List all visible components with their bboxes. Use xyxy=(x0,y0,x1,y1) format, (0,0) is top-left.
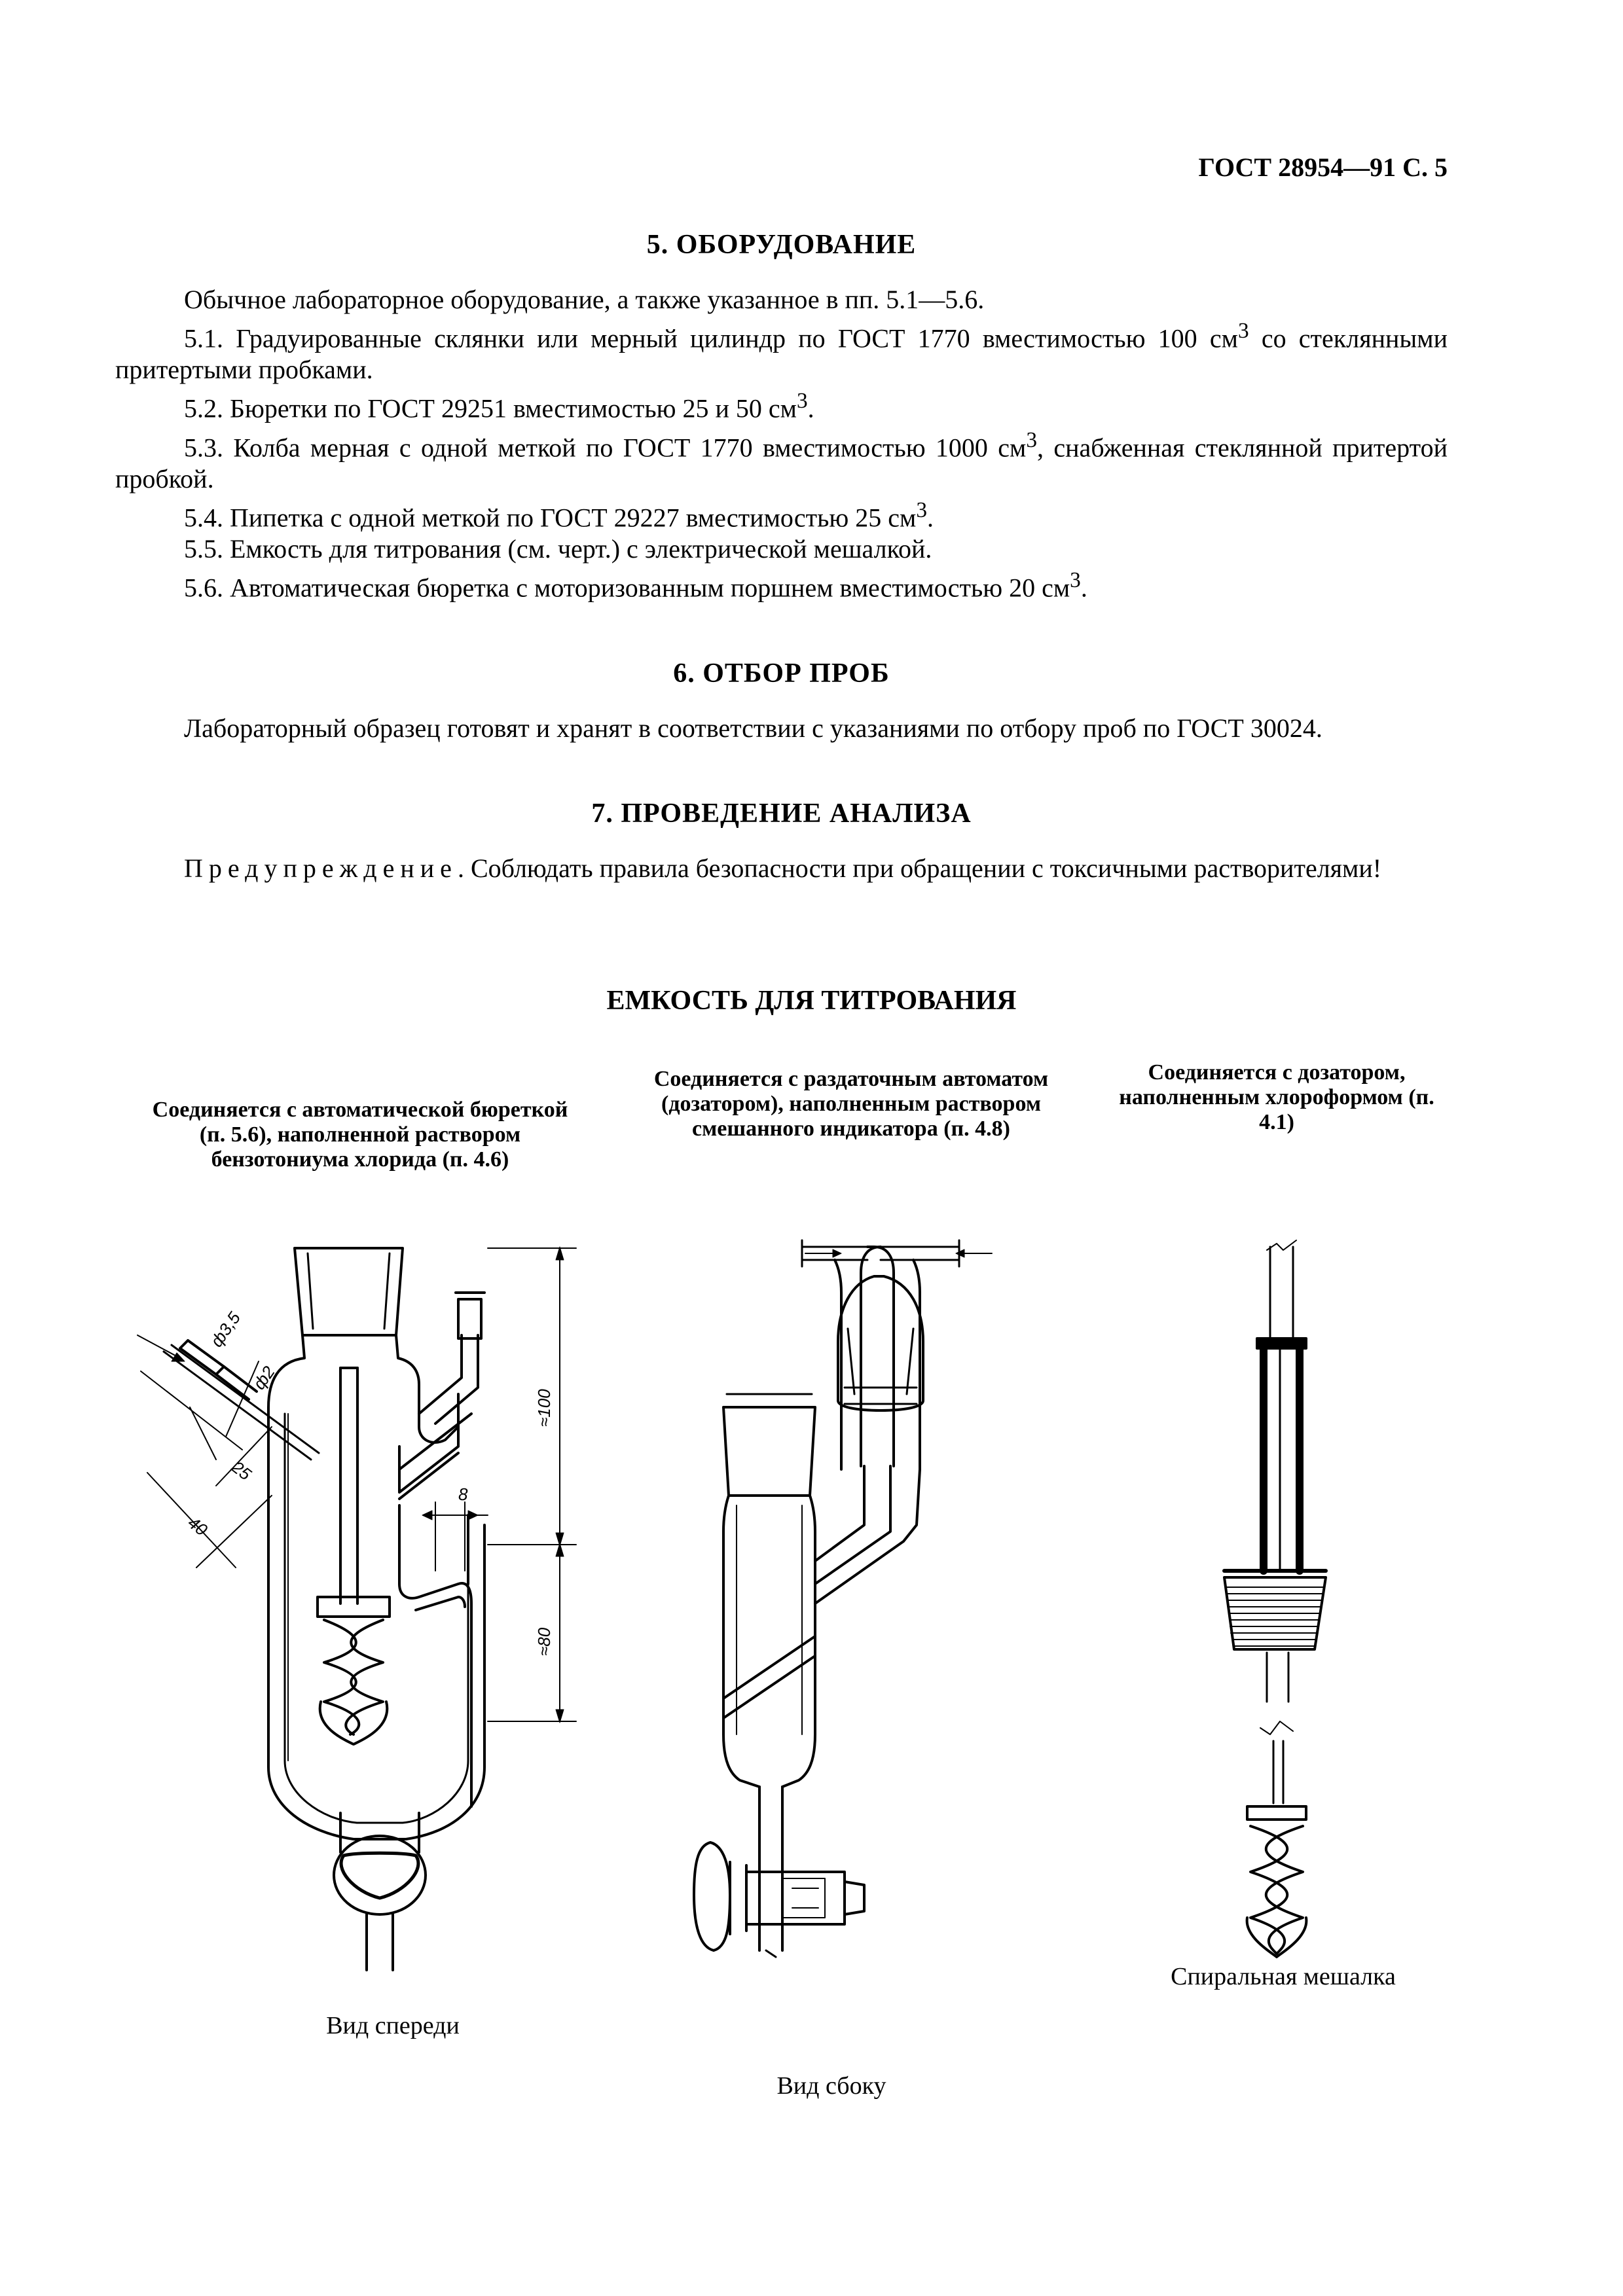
section-6-text: Лабораторный образец готовят и хранят в соответствии с указаниями по отбору проб по ГОСТ 30024. xyxy=(184,713,1322,743)
dim-d-3-5: ф3,5 xyxy=(206,1308,245,1351)
front-view-label: Вид спереди xyxy=(326,2012,460,2039)
dim-25: 25 xyxy=(228,1457,255,1484)
side-view-label: Вид сбоку xyxy=(776,2072,886,2100)
dim-h-80: ≈80 xyxy=(534,1627,554,1656)
dim-d-2: ф2 xyxy=(249,1362,279,1393)
stirrer-label: Спиральная мешалка xyxy=(1171,1963,1396,1990)
item-5-4: 5.4. Пипетка с одной меткой по ГОСТ 29227 вместимостью 25 $см^3$. xyxy=(184,497,934,533)
front-view xyxy=(137,1247,576,1970)
item-5-6: 5.6. Автоматическая бюретка с моторизованным поршнем вместимостью 20 $см^3$. xyxy=(184,568,1087,603)
item-5-1: 5.1. Градуированные склянки или мерный цилиндр по ГОСТ 1770 вместимостью 100 $см^3$ со стеклянными притертыми пробками. xyxy=(115,319,1448,385)
caption-middle: Соединяется с раздаточным автоматом (дозатором), наполненным раствором смешанного индикатора (п. 4.8) xyxy=(653,1067,1049,1141)
item-5-3: 5.3. Колба мерная с одной меткой по ГОСТ 1770 вместимостью 1000 $см^3$, снабженная стеклянной притертой пробкой. xyxy=(115,427,1448,493)
dim-40: 40 xyxy=(184,1513,211,1540)
side-view xyxy=(694,1240,992,1957)
caption-left: Соединяется с автоматической бюреткой (п. 5.6), наполненной раствором бензотониума хлорида (п. 4.6) xyxy=(152,1098,568,1172)
item-5-2: 5.2. Бюретки по ГОСТ 29251 вместимостью 25 и 50 $см^3$. xyxy=(184,389,814,423)
section-7-heading: 7. ПРОВЕДЕНИЕ АНАЛИЗА xyxy=(591,798,972,829)
section-5-intro: Обычное лабораторное оборудование, а также указанное в пп. 5.1—5.6. xyxy=(184,285,985,314)
dim-8: 8 xyxy=(458,1484,468,1504)
section-6-heading: 6. ОТБОР ПРОБ xyxy=(673,658,890,689)
page-header: ГОСТ 28954—91 С. 5 xyxy=(1198,152,1448,182)
section-5-heading: 5. ОБОРУДОВАНИЕ xyxy=(646,230,917,260)
section-7-warning: Предупреждение. Соблюдать правила безопасности при обращении с токсичными растворителями! xyxy=(184,853,1382,883)
dim-h-100: ≈100 xyxy=(534,1389,554,1427)
caption-right: Соединяется с дозатором, наполненным хлороформом (п. 4.1) xyxy=(1119,1060,1434,1134)
stirrer-view xyxy=(1224,1240,1326,1957)
item-5-5: 5.5. Емкость для титрования (см. черт.) с электрической мешалкой. xyxy=(184,534,932,564)
figure-title: ЕМКОСТЬ ДЛЯ ТИТРОВАНИЯ xyxy=(606,986,1017,1016)
warning-label: Предупреждение xyxy=(184,853,458,883)
